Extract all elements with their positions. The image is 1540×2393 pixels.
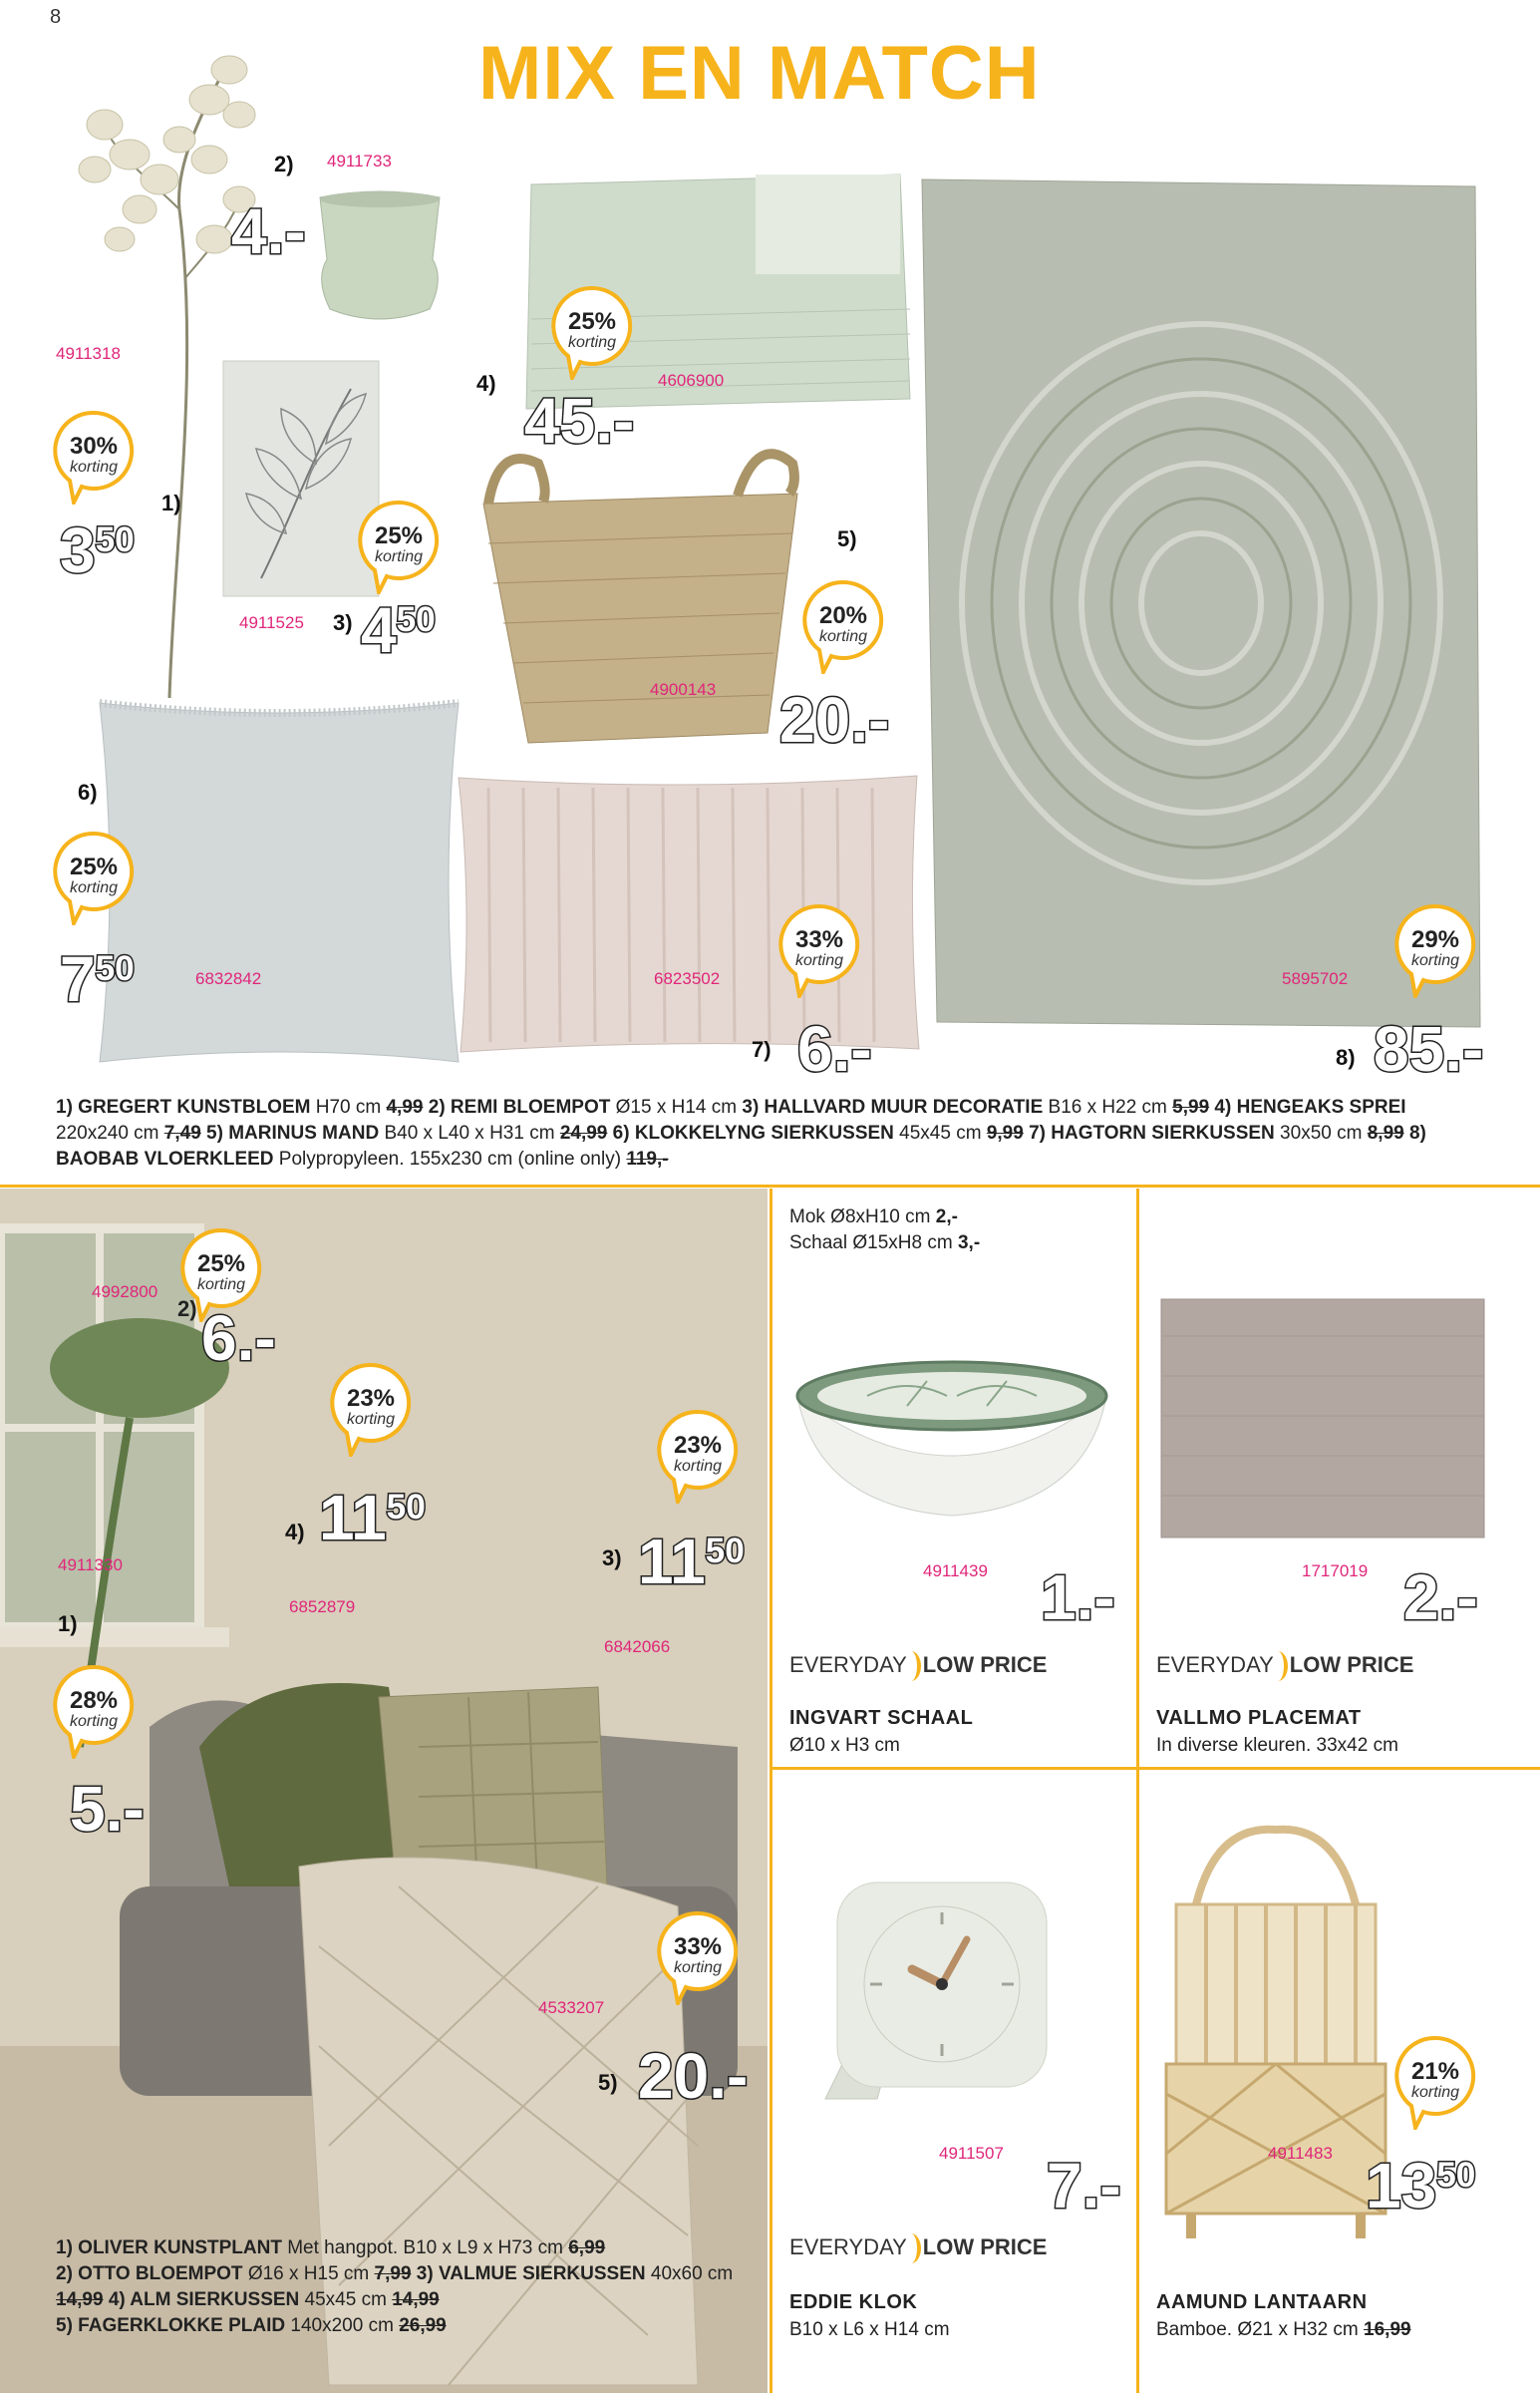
caption-bl-line-1: 1) OLIVER KUNSTPLANT Met hangpot. B10 x L9 x H73 cm 6,99	[56, 2237, 606, 2258]
title-placemat: VALLMO PLACEMAT	[1156, 1707, 1362, 1729]
sku-product-3: 4911525	[239, 613, 304, 632]
mug-bowl-extra-prices: Mok Ø8xH10 cm 2,- Schaal Ø15xH8 cm 3,-	[789, 1206, 981, 1253]
sku-product-4: 4606900	[658, 371, 725, 390]
number-bl-product-2: 2)	[177, 1296, 197, 1321]
price-product-8: 85.-	[1374, 1013, 1484, 1085]
price-klok: 7.-	[1047, 2150, 1121, 2222]
everyday-low-price-logo-placemat: EVERYDAY LOW PRICE	[1156, 1651, 1413, 1681]
price-bl-product-5: 20.-	[638, 2040, 749, 2112]
price-placemat: 2.-	[1403, 1561, 1478, 1633]
section-divider	[0, 1185, 1540, 1188]
everyday-low-price-logo-klok: EVERYDAY LOW PRICE	[789, 2233, 1047, 2263]
discount-badge-1: 30% korting	[52, 409, 148, 505]
price-bl-product-3: $11^{50}$	[638, 1526, 745, 1597]
price-product-1: $3^{50}$	[60, 514, 135, 586]
caption-item-8: 8) BAOBAB VLOERKLEED Polypropyleen. 155x230 cm (online only) 119,-	[56, 1123, 1426, 1170]
discount-badge-4: 25% korting	[550, 284, 646, 380]
grid-divider-vertical-1	[770, 1189, 772, 2393]
title-klok: EDDIE KLOK	[789, 2291, 918, 2313]
discount-badge-bl-5: 33% korting	[656, 1909, 752, 2005]
sku-product-2: 4911733	[327, 152, 392, 171]
number-product-7: 7)	[752, 1037, 771, 1062]
title-schaal: INGVART SCHAAL	[789, 1707, 974, 1729]
desc-schaal: Ø10 x H3 cm	[789, 1735, 900, 1756]
discount-badge-6: 25% korting	[52, 830, 148, 925]
desc-lantaarn: Bamboe. Ø21 x H32 cm 16,99	[1156, 2319, 1411, 2340]
price-product-3: $4^{50}$	[361, 594, 436, 666]
price-product-6: $7^{50}$	[60, 943, 135, 1015]
number-product-1: 1)	[161, 491, 181, 515]
sku-product-5: 4900143	[650, 680, 717, 699]
number-product-8: 8)	[1336, 1045, 1356, 1070]
price-bl-product-2: 6.-	[201, 1302, 276, 1374]
discount-badge-3: 25% korting	[357, 499, 453, 594]
caption-bl-line-3: 5) FAGERKLOKKE PLAID 140x200 cm 26,99	[56, 2315, 447, 2336]
caption-item-3: 3) HALLVARD MUUR DECORATIE B16 x H22 cm 5,99	[742, 1097, 1210, 1118]
sku-bl-product-5: 4533207	[538, 1998, 605, 2017]
price-bl-product-4: $11^{50}$	[319, 1482, 426, 1553]
grid-divider-vertical-2	[1136, 1189, 1139, 2393]
top-caption	[56, 1095, 1481, 1173]
number-product-6: 6)	[78, 780, 98, 805]
number-product-3: 3)	[333, 610, 353, 635]
desc-klok: B10 x L6 x H14 cm	[789, 2319, 950, 2340]
sku-product-6: 6832842	[195, 969, 262, 988]
basket-image[interactable]	[468, 434, 817, 753]
number-bl-product-5: 5)	[598, 2070, 618, 2095]
price-schaal: 1.-	[1041, 1561, 1115, 1633]
flowerpot-image[interactable]	[315, 189, 445, 329]
sku-product-1: 4911318	[56, 344, 121, 363]
lantern-image[interactable]	[1156, 1825, 1395, 2243]
sku-lantaarn: 4911483	[1268, 2144, 1333, 2163]
price-product-2: 4.-	[231, 195, 306, 267]
number-product-2: 2)	[274, 152, 294, 176]
price-product-5: 20.-	[779, 684, 890, 756]
everyday-low-price-logo-schaal: EVERYDAY LOW PRICE	[789, 1651, 1047, 1681]
sku-bl-product-1: 4911330	[58, 1555, 123, 1574]
number-bl-product-4: 4)	[285, 1520, 305, 1544]
placemat-image[interactable]	[1158, 1296, 1487, 1540]
number-product-4: 4)	[476, 371, 496, 396]
sku-product-8: 5895702	[1282, 969, 1349, 988]
caption-bl-line-2: 2) OTTO BLOEMPOT Ø16 x H15 cm 7,99 3) VALMUE SIERKUSSEN 40x60 cm 14,99 4) ALM SIERKUSSEN 45x45 cm 14,99	[56, 2263, 734, 2310]
price-lantaarn: $13^{50}$	[1366, 2150, 1476, 2222]
discount-badge-7: 33% korting	[777, 902, 873, 998]
clock-image[interactable]	[817, 1875, 1067, 2114]
desc-placemat: In diverse kleuren. 33x42 cm	[1156, 1735, 1398, 1756]
title-lantaarn: AAMUND LANTAARN	[1156, 2291, 1368, 2313]
caption-item-2: 2) REMI BLOEMPOT Ø15 x H14 cm	[423, 1097, 743, 1118]
discount-badge-bl-2: 25% korting	[179, 1226, 275, 1322]
discount-badge-bl-3: 23% korting	[656, 1408, 752, 1504]
sku-placemat: 1717019	[1302, 1561, 1369, 1580]
price-bl-product-1: 5.-	[70, 1773, 145, 1845]
grid-divider-horizontal	[770, 1767, 1540, 1770]
bowl-image[interactable]	[787, 1356, 1116, 1526]
number-bl-product-3: 3)	[602, 1545, 622, 1570]
caption-item-4: 4) HENGEAKS SPREI 220x240 cm 7,49	[56, 1097, 1406, 1144]
caption-item-5: 5) MARINUS MAND B40 x L40 x H31 cm 24,99	[200, 1123, 608, 1144]
number-product-5: 5)	[837, 526, 857, 551]
bottom-left-caption	[56, 2235, 734, 2339]
number-bl-product-1: 1)	[58, 1611, 78, 1636]
price-product-4: 45.-	[524, 385, 635, 457]
discount-badge-bl-4: 23% korting	[329, 1361, 425, 1457]
price-product-7: 6.-	[797, 1013, 872, 1085]
sku-klok: 4911507	[939, 2144, 1004, 2163]
sku-bl-product-3: 6842066	[604, 1637, 671, 1656]
sku-product-7: 6823502	[654, 969, 721, 988]
sku-schaal: 4911439	[923, 1561, 988, 1580]
sku-bl-product-2: 4992800	[92, 1282, 158, 1301]
discount-badge-8: 29% korting	[1393, 902, 1489, 998]
caption-item-7: 7) HAGTORN SIERKUSSEN 30x50 cm 8,99	[1023, 1123, 1404, 1144]
caption-item-6: 6) KLOKKELYNG SIERKUSSEN 45x45 cm 9,99	[607, 1123, 1024, 1144]
discount-badge-bl-1: 28% korting	[52, 1663, 148, 1759]
sku-bl-product-4: 6852879	[289, 1597, 356, 1616]
caption-item-1: 1) GREGERT KUNSTBLOEM H70 cm 4,99	[56, 1097, 424, 1118]
discount-badge-5: 20% korting	[801, 578, 897, 674]
page-number: 8	[50, 6, 62, 28]
discount-badge-lantaarn: 21% korting	[1393, 2034, 1489, 2130]
page-headline: MIX EN MATCH	[478, 31, 1041, 116]
